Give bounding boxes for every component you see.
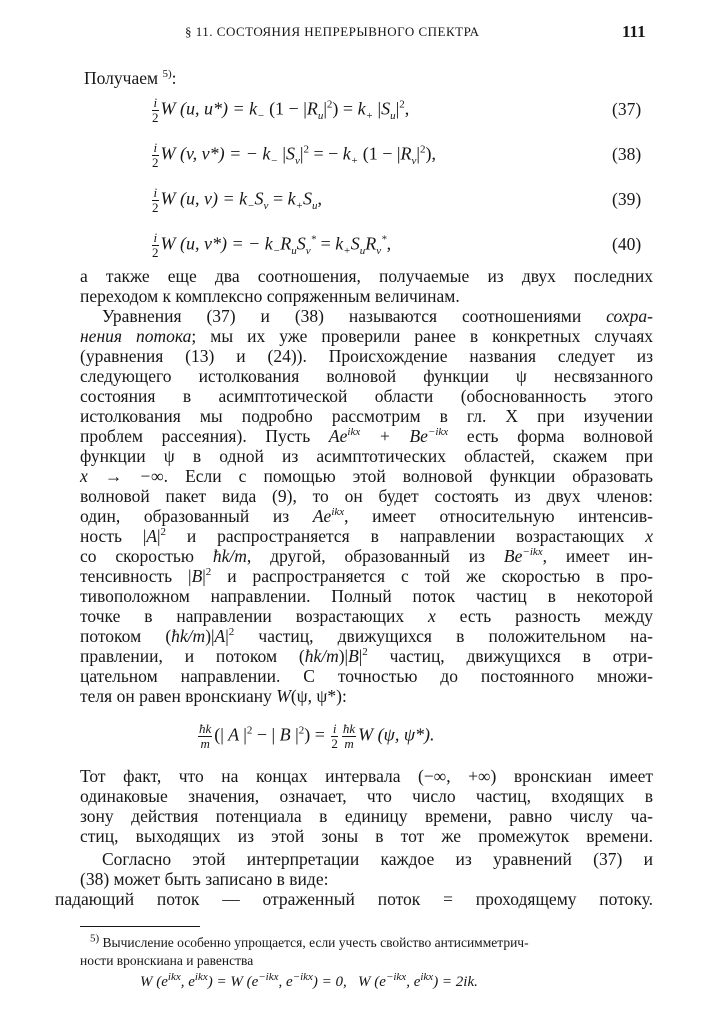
- para2-text: со скоростью: [80, 546, 213, 566]
- para3-line-3: зону действия потенциала в единицу времени, равно числу ча-: [80, 806, 653, 826]
- equation-number-37: (37): [612, 99, 642, 119]
- para2-text: , другой, образованный из: [246, 546, 504, 566]
- equation-40: $\frac{i}{2}$ W (u, v*) = − $k_-R_uS_v^* = k_+S_uR_v^*$,: [152, 230, 392, 260]
- para2-text: есть разность между: [435, 606, 653, 626]
- para2-line-10: волновой пакет вида (9), то он будет состоять из двух членов:: [80, 486, 653, 506]
- para2-text: ность: [80, 526, 143, 546]
- para2-text: тенсивность: [80, 566, 189, 586]
- footnote-ref: 5): [162, 68, 172, 81]
- para4-line-1: [80, 849, 653, 869]
- para1-line-1: а также еще два соотношения, получаемые из двух последних: [80, 266, 653, 286]
- footnote-rule: [80, 926, 200, 927]
- footnote-mark: 5): [90, 932, 100, 945]
- equation-39: $\frac{i}{2}$ W (u, $v) = k_-S_v = k_+S_u$,: [152, 185, 323, 215]
- para2-text: и распространяется в направлении возрастающих: [166, 526, 646, 546]
- para2-text: один, образованный из: [80, 506, 313, 526]
- para2-text: проблем рассеяния). Пусть: [80, 426, 329, 446]
- equation-number-39: (39): [612, 189, 642, 209]
- para2-line-8: функции ψ в одной из асимптотических областей, скажем при: [80, 446, 653, 466]
- para2-italic: сохра-: [606, 306, 653, 326]
- para3-line-4: стиц, выходящих из этой зоны в тот же промежуток времени.: [80, 826, 653, 846]
- para3-line-1: Тот факт, что на концах интервала (−∞, +∞) вронскиан имеет: [80, 766, 653, 786]
- para2-text: , имеет относительную интенсив-: [344, 506, 653, 526]
- para2-line-18: правлении, и потоком $(ħk/m)|B|^2$ частиц, движущихся в отри-: [80, 646, 653, 666]
- para2-text: :: [341, 686, 347, 706]
- para2-line-20: теля он равен вронскиану W(ψ, ψ*):: [80, 686, 347, 706]
- para4-text: Согласно этой интерпретации каждое из уравнений (37) и: [102, 849, 653, 869]
- page-number: 111: [622, 22, 646, 41]
- footnote-text: Вычисление особенно упрощается, если учесть свойство антисимметрич-: [99, 935, 529, 950]
- equation-number-40: (40): [612, 234, 642, 254]
- para2-line-13: со скоростью ħk/m, другой, образованный из $Be^{-ikx}$, имеет ин-: [80, 546, 653, 566]
- para2-line-9: [80, 466, 653, 486]
- para2-line-1: [80, 306, 653, 326]
- intro-colon: :: [171, 68, 177, 88]
- para2-text: . Если с помощью этой волновой функции образовать: [163, 466, 653, 486]
- para2-line-3: (уравнения (13) и (24)). Происхождение названия следует из: [80, 346, 653, 366]
- running-head: § 11. СОСТОЯНИЯ НЕПРЕРЫВНОГО СПЕКТРА: [185, 24, 480, 39]
- para1-line-2: переходом к комплексно сопряженным величинам.: [80, 286, 460, 306]
- para2-line-19: цательном направлении. С точностью до постоянного множи-: [80, 666, 653, 686]
- equation-38: $\frac{i}{2}$ W (v, v*) = − $k_-$ $|S_v|^2$ = − $k_+$ $(1 - |R_v|^2)$,: [152, 140, 436, 170]
- para2-math: x: [645, 526, 653, 546]
- para2-line-4: следующего истолкования волновой функции ψ несвязанного: [80, 366, 653, 386]
- para2-text: частиц, движущихся в отри-: [367, 646, 653, 666]
- page-header: [0, 22, 701, 44]
- para2-line-7: проблем рассеяния). Пусть $Ae^{ikx} + Be^{-ikx}$ есть форма волновой: [80, 426, 653, 446]
- para2-text: теля он равен вронскиану: [80, 686, 277, 706]
- para2-math: x: [427, 606, 436, 626]
- para2-text: точке в направлении возрастающих: [80, 606, 428, 626]
- para2-text: и распространяется с той же скоростью в про-: [211, 566, 653, 586]
- para2-line-15: тивоположном направлении. Полный поток частиц в некоторой: [80, 586, 653, 606]
- para4-line-2: (38) может быть записано в виде:: [80, 869, 329, 889]
- footnote-formula: W ($e^{ikx}$, $e^{ikx}) = W$ ($e^{-ikx}$, $e^{-ikx}) = 0$, W ($e^{-ikx}$, $e^{ikx}) = 2ik$.: [140, 971, 478, 990]
- para3-line-2: одинаковые значения, означает, что число частиц, входящих в: [80, 786, 653, 806]
- para2-text: потоком: [80, 626, 166, 646]
- para2-line-17: потоком $(ħk/m)|A|^2$ частиц, движущихся в положительном на-: [80, 626, 654, 646]
- para2-text: ; мы их уже проверили ранее в конкретных случаях: [191, 326, 654, 346]
- para2-line-14: тенсивность $|B|^2$ и распространяется с той же скоростью в про-: [80, 566, 653, 586]
- para2-line-6: истолкования мы подробно рассмотрим в гл. X при изучении: [80, 406, 653, 426]
- para2-text: частиц, движущихся в положительном на-: [234, 626, 654, 646]
- para2-text: Уравнения (37) и (38) называются соотношениями: [102, 306, 607, 326]
- para2-line-2: [80, 326, 653, 346]
- footnote-line-1: [90, 934, 663, 952]
- para2-line-16: [80, 606, 653, 626]
- intro-text: Получаем: [84, 68, 159, 88]
- para2-line-5: состояния в асимптотической области (обоснованность этого: [80, 386, 653, 406]
- equation-number-38: (38): [612, 144, 642, 164]
- para2-italic: нения потока: [80, 326, 192, 346]
- equation-flux: $\frac{ħk}{m}$ (| A $|^2$ − | B $|^2$) = $\frac{i}{2}$ $\frac{ħk}{m}$ W (ψ, ψ*).: [199, 721, 435, 751]
- para4-line-3: падающий поток — отраженный поток = проходящему потоку.: [55, 889, 653, 909]
- para2-math: x → −∞: [80, 466, 164, 486]
- para2-text: есть форма волновой: [448, 426, 653, 446]
- intro-line: [84, 68, 657, 88]
- equation-37: $\frac{i}{2}$ W (u, $u*) = k_-$ $(1 - |R_u|^2) = k_+$ $|S_u|^2$,: [152, 95, 410, 125]
- para2-line-12: ность $|A|^2$ и распространяется в направлении возрастающих x: [80, 526, 653, 546]
- para2-text: , имеет ин-: [542, 546, 653, 566]
- para2-line-11: один, образованный из $Ae^{ikx}$, имеет относительную интенсив-: [80, 506, 653, 526]
- para2-text: правлении, и потоком: [80, 646, 299, 666]
- footnote-line-2: ности вронскиана и равенства: [80, 953, 254, 968]
